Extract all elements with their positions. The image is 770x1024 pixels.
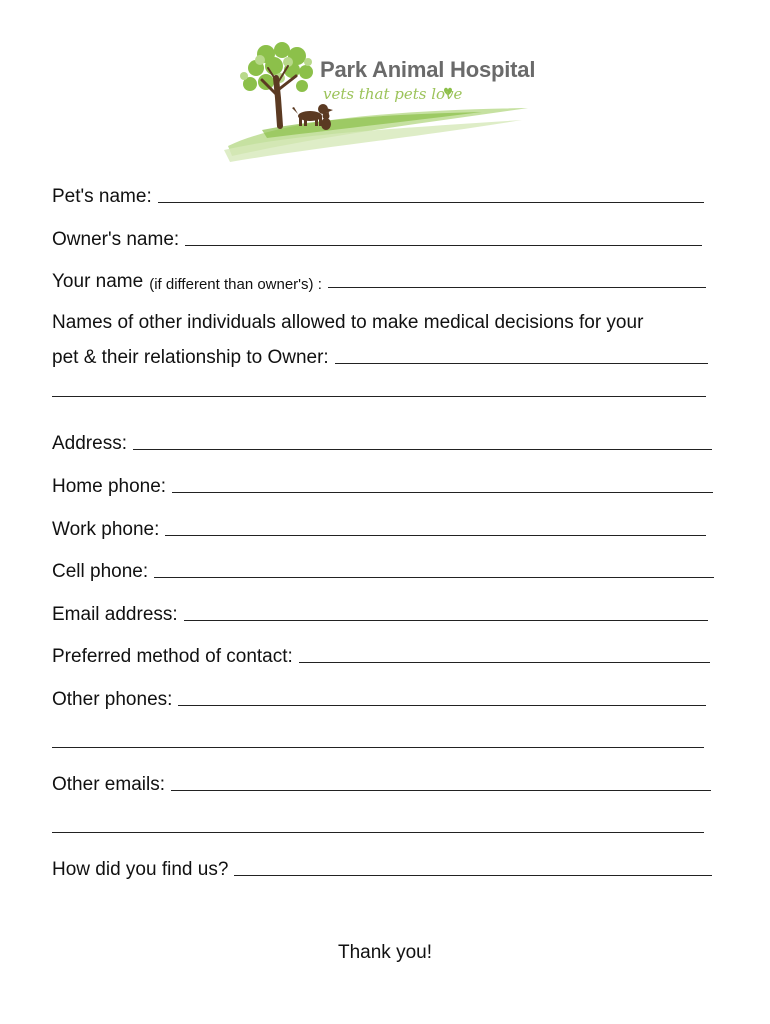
other-individuals-label: pet & their relationship to Owner:: [52, 347, 329, 368]
email-address-label: Email address:: [52, 604, 178, 625]
preferred-contact-label: Preferred method of contact:: [52, 646, 293, 667]
other-emails-field[interactable]: [52, 770, 711, 796]
other-individuals-field[interactable]: [52, 343, 708, 369]
logo-tagline: vets that pets love: [323, 85, 463, 103]
address-line[interactable]: [133, 449, 712, 450]
work-phone-label: Work phone:: [52, 519, 160, 540]
other-individuals-line[interactable]: [335, 363, 708, 364]
email-address-line[interactable]: [184, 620, 708, 621]
preferred-contact-field[interactable]: [52, 642, 710, 668]
other-individuals-line-2[interactable]: [52, 396, 706, 397]
other-phones-line[interactable]: [178, 705, 706, 706]
owner-name-label: Owner's name:: [52, 229, 180, 250]
other-emails-line[interactable]: [171, 790, 711, 791]
pet-name-label: Pet's name:: [52, 186, 152, 207]
thank-you-text: Thank you!: [338, 942, 432, 963]
address-label: Address:: [52, 433, 127, 454]
other-phones-label: Other phones:: [52, 689, 173, 710]
how-find-us-label: How did you find us?: [52, 859, 229, 880]
preferred-contact-line[interactable]: [299, 662, 710, 663]
other-emails-label: Other emails:: [52, 774, 165, 795]
other-phones-line-2[interactable]: [52, 747, 704, 748]
work-phone-field[interactable]: [52, 515, 706, 541]
cell-phone-line[interactable]: [154, 577, 714, 578]
email-address-field[interactable]: [52, 600, 708, 626]
pet-name-line[interactable]: [158, 202, 704, 203]
cell-phone-field[interactable]: [52, 557, 714, 583]
work-phone-line[interactable]: [165, 535, 706, 536]
how-find-us-line[interactable]: [234, 875, 712, 876]
pet-name-field[interactable]: [52, 182, 704, 208]
your-name-field[interactable]: [52, 267, 706, 293]
address-field[interactable]: [52, 429, 712, 455]
owner-name-line[interactable]: [185, 245, 702, 246]
logo: [222, 38, 534, 163]
other-emails-line-2[interactable]: [52, 832, 704, 833]
home-phone-field[interactable]: [52, 472, 713, 498]
your-name-line[interactable]: [328, 287, 706, 288]
how-find-us-field[interactable]: [52, 855, 712, 881]
other-individuals-text: Names of other individuals allowed to make medical decisions for your: [52, 312, 644, 333]
logo-title: Park Animal Hospital: [320, 57, 536, 82]
other-phones-field[interactable]: [52, 685, 706, 711]
home-phone-line[interactable]: [172, 492, 713, 493]
home-phone-label: Home phone:: [52, 476, 167, 497]
your-name-label: Your name: [52, 271, 144, 292]
your-name-note: (if different than owner's) :: [149, 276, 322, 293]
cell-phone-label: Cell phone:: [52, 561, 149, 582]
owner-name-field[interactable]: [52, 225, 702, 251]
